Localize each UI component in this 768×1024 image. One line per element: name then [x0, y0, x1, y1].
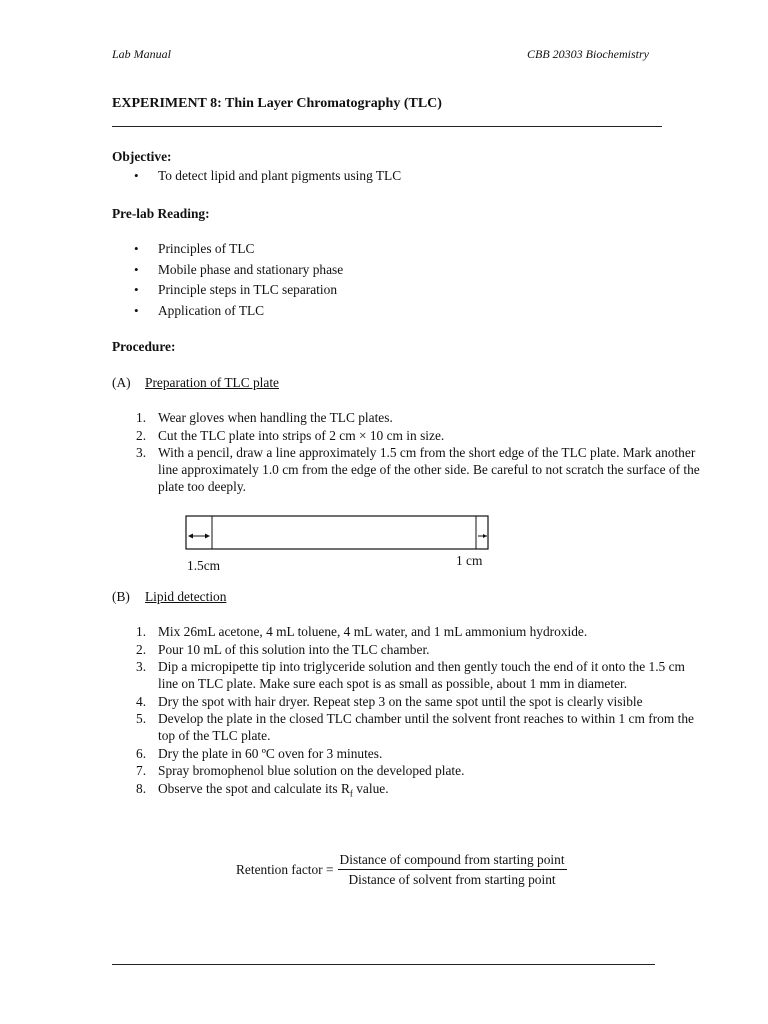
objective-heading: Objective:	[112, 149, 172, 164]
prelab-list	[134, 240, 343, 322]
list-item: 3. Dip a micropipette tip into triglyceride solution and then gently touch the end of it onto the 1.5 cm line on TLC plate. Make sure each spot is as small as possible, about 1 mm in diameter.	[136, 659, 685, 691]
list-item: • Principle steps in TLC separation	[134, 281, 343, 302]
tlc-plate-diagram	[185, 515, 505, 575]
section-a-title: Preparation of TLC plate	[145, 375, 279, 390]
arrow-head-right	[205, 534, 210, 539]
section-a-heading	[112, 374, 279, 391]
procedure-heading: Procedure:	[112, 339, 176, 354]
section-b-heading	[112, 588, 226, 605]
list-item: 5. Develop the plate in the closed TLC chamber until the solvent front reaches to within 1 cm from the top of the TLC plate.	[136, 711, 694, 743]
list-item: 1. Mix 26mL acetone, 4 mL toluene, 4 mL water, and 1 mL ammonium hydroxide.	[136, 624, 588, 639]
section-a-letter: (A)	[112, 375, 131, 390]
list-item: • Principles of TLC	[134, 240, 343, 261]
objective-list	[134, 167, 401, 188]
list-item: 4. Dry the spot with hair dryer. Repeat step 3 on the same spot until the spot is clearly visible	[136, 693, 643, 709]
list-item: • To detect lipid and plant pigments using TLC	[134, 167, 401, 188]
section-b-steps	[112, 623, 702, 803]
footer-rule	[112, 964, 655, 965]
formula-fraction	[338, 851, 567, 888]
section-b-title: Lipid detection	[145, 589, 227, 604]
section-a-steps	[112, 409, 702, 496]
list-item: 2. Cut the TLC plate into strips of 2 cm × 10 cm in size.	[136, 427, 445, 443]
experiment-title: EXPERIMENT 8: Thin Layer Chromatography (TLC)	[112, 96, 442, 111]
list-item: 3. With a pencil, draw a line approximately 1.5 cm from the short edge of the TLC plate. Mark another line approximately 1.0 cm from the edge of the other side. Be careful to not scratch the surface of the plate too deeply.	[136, 445, 700, 494]
list-item: 7. Spray bromophenol blue solution on the developed plate.	[136, 763, 465, 778]
arrow-head-left	[188, 534, 193, 539]
title-rule	[112, 126, 662, 127]
section-b-letter: (B)	[112, 589, 130, 604]
header-left: Lab Manual	[112, 47, 172, 61]
list-item: • Application of TLC	[134, 302, 343, 323]
formula-denominator: Distance of solvent from starting point	[348, 872, 556, 887]
list-item: 8. Observe the spot and calculate its $R_f$ value.	[136, 780, 389, 799]
left-dimension-label: 1.5cm	[187, 558, 221, 573]
list-item: 1. Wear gloves when handling the TLC plates.	[136, 410, 393, 425]
formula-numerator: Distance of compound from starting point	[338, 851, 567, 870]
arrow-head-right-edge	[483, 534, 487, 538]
plate-outline	[186, 516, 488, 549]
retention-factor-formula	[236, 851, 567, 888]
formula-lhs: Retention factor =	[236, 862, 334, 877]
header-right: CBB 20303 Biochemistry	[527, 47, 649, 61]
prelab-heading: Pre-lab Reading:	[112, 206, 210, 221]
list-item: • Mobile phase and stationary phase	[134, 261, 343, 282]
right-dimension-label: 1 cm	[456, 553, 483, 568]
list-item: 2. Pour 10 mL of this solution into the TLC chamber.	[136, 641, 430, 657]
list-item: 6. Dry the plate in 60 ºC oven for 3 minutes.	[136, 745, 383, 761]
